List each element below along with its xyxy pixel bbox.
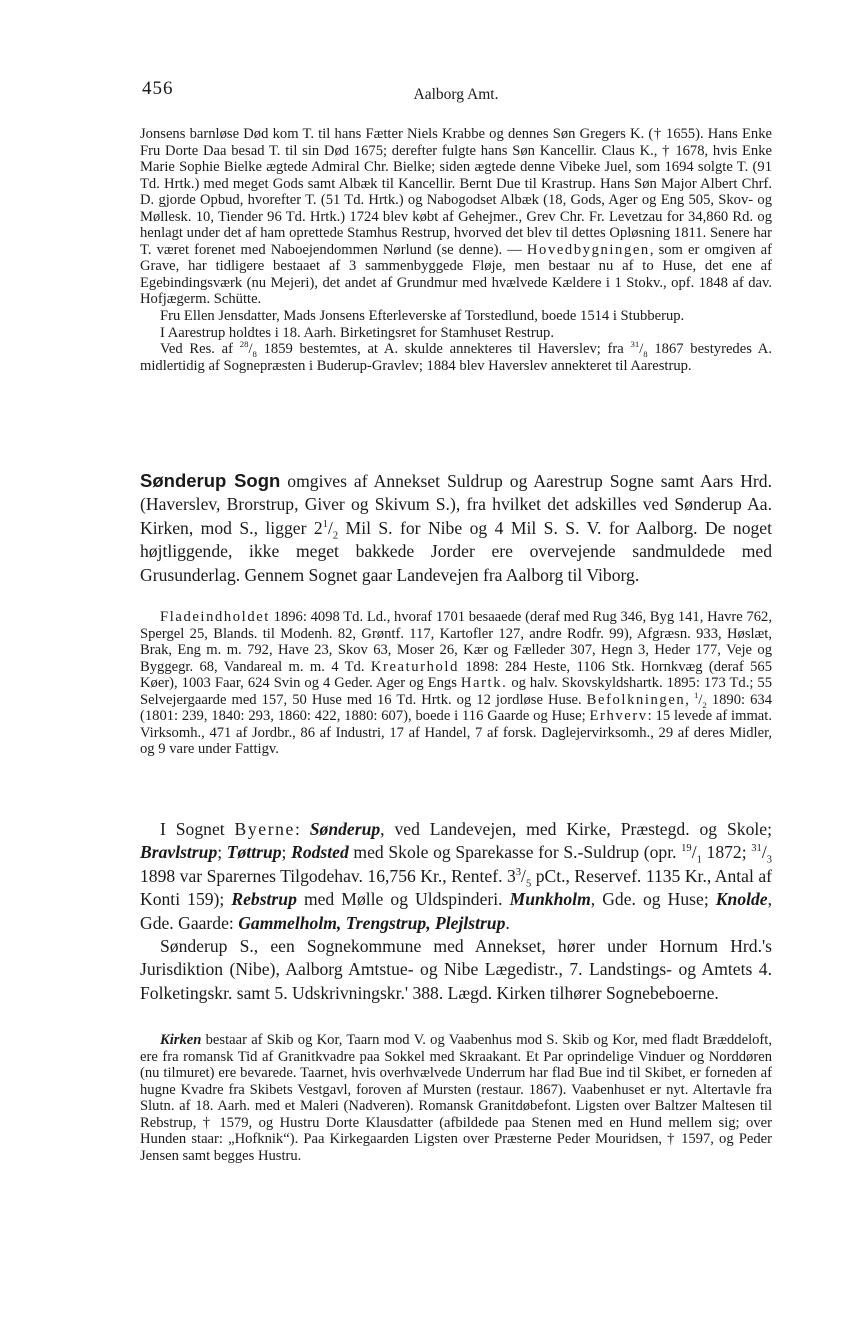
paragraph: I Aarestrup holdtes i 18. Aarh. Birketingsret for Stamhuset Restrup. (160, 324, 554, 341)
aarestrup-section (140, 126, 772, 374)
place-name: Sønderup (309, 819, 381, 839)
paragraph: Fru Ellen Jensdatter, Mads Jonsens Efterleverske af Torstedlund, boede 1514 i Stubberup. (160, 308, 685, 325)
sonderup-intro (140, 469, 772, 587)
paragraph: Sønderup S., een Sognekommune med Annekset, hører under Hornum Hrd.'s Jurisdiktion (Nibe), Aalborg Amtstue- og Nibe Lægedistr., 7. Landstings- og Amtets 4. Folketingskr. samt 5. Udskrivningskr.' 388. Lægd. Kirken tilhører Sognebeboerne. (140, 936, 772, 1003)
page-header (140, 78, 772, 102)
section-title: Sønderup Sogn (140, 470, 281, 491)
place-name: Rebstrup (231, 889, 297, 910)
paragraph: Kirken bestaar af Skib og Kor, Taarn mod V. og Vaabenhus mod S. Skib og Kor, med fladt Bræddeloft, ere fra romansk Tid af Granitkvadre paa Sokkel med Skraakant. Et Par oprindelige Vinduer og Norddøren (nu tilmuret) ere bevarede. Taarnet, hvis overhvælvede Underrum har flad Bue ind til Skibet, er forneden af hugne Kvadre fra Skibets Vestgavl, foroven af Mursten (restaur. 1867). Vaabenhuset er nyt. Altertavle fra Slutn. af 18. Aarh. med et Maleri (Nadveren). Romansk Granitdøbefont. Ligsten over Baltzer Maltesen til Rebstrup, † 1579, og Hustru Dorte Klausdatter (afbildede paa Stenen med en Hund mellem sig; over Hunden staar: „Hofknik“). Paa Kirkegaarden Ligsten over Præsterne Peder Mouridsen, † 1597, og Peder Jensen samt begges Hustru. (140, 1032, 773, 1164)
place-name: Knolde (715, 889, 768, 910)
place-name: Gammelholm, Trengstrup, Plejlstrup (238, 912, 506, 933)
statistics-section (140, 609, 772, 758)
paragraph: Sønderup Sogn omgives af Annekset Suldrup og Aarestrup Sogne samt Aars Hrd. (Haverslev, Brorstrup, Giver og Skivum S.), fra hvilket det adskilles ved Sønderup Aa. Kirken, mod S., ligger $2^1/_2$ Mil S. for Nibe og 4 Mil S. S. V. for Aalborg. De noget højtliggende, ikke meget bakkede Jorder ere overvejende sandmuldede med Grusunderlag. Gennem Sognet gaar Landevejen fra Aalborg til Viborg. (140, 470, 773, 585)
place-name: Munkholm (509, 889, 591, 910)
page-number: 456 (142, 78, 174, 99)
paragraph: Ved Res. af $^{28}/_8$ 1859 bestemtes, at A. skulde annekteres til Haverslev; fra $^{31}/_8$ 1867 bestyredes A. midlertidig af Sognepræsten i Buderup-Gravlev; 1884 blev Haverslev annekteret til Aarestrup. (140, 339, 772, 374)
place-name: Bravlstrup (140, 842, 218, 863)
paragraph: I Sognet Byerne: Sønderup, ved Landevejen, med Kirke, Præstegd. og Skole; Bravlstrup; Tøttrup; Rodsted med Skole og Sparekasse for S.-Suldrup (opr. $^{19}/_1$ 1872; $^{31}/_3$ 1898 var Sparernes Tilgodehav. 16,756 Kr., Rentef. $3^3/_5$ pCt., Reservef. 1135 Kr., Antal af Konti 159); Rebstrup med Mølle og Uldspinderi. Munkholm, Gde. og Huse; Knolde, Gde. Gaarde: Gammelholm, Trengstrup, Plejlstrup. (140, 819, 773, 933)
kirken-label: Kirken (160, 1032, 202, 1048)
place-name: Tøttrup (226, 842, 282, 863)
place-name: Rodsted (291, 842, 349, 863)
paragraph: Fladeindholdet 1896: 4098 Td. Ld., hvoraf 1701 besaaede (deraf med Rug 346, Byg 141, Havre 762, Spergel 25, Blands. til Modenh. 82, Grøntf. 117, Kartofler 127, andre Rodfr. 99), Afgræsn. 933, Høslæt, Brak, Eng m. m. 792, Have 23, Skov 63, Moser 26, Kær og Fælleder 307, Hegn 3, Heder 177, Veje og Byggegr. 68, Vandareal m. m. 4 Td. Kreaturhold 1898: 284 Heste, 1106 Stk. Hornkvæg (deraf 565 Køer), 1003 Faar, 624 Svin og 4 Geder. Ager og Engs Hartk. og halv. Skovskyldshartk. 1895: 173 Td.; 55 Selvejergaarde med 157, 50 Huse med 16 Td. Hrtk. og 12 jordløse Huse. Befolkningen, $^1/_2$ 1890: 634 (1801: 239, 1840: 293, 1860: 422, 1880: 607), boede i 116 Gaarde og Huse; Erhverv: 15 levede af immat. Virksomh., 471 af Jordbr., 86 af Industri, 17 af Handel, 7 af forsk. Daglejervirksomh., 29 af deres Midler, og 9 vare under Fattigv. (140, 609, 772, 758)
paragraph: Jonsens barnløse Død kom T. til hans Fætter Niels Krabbe og dennes Søn Gregers K. († 1655). Hans Enke Fru Dorte Daa besad T. til sin Død 1675; derefter fulgte hans Søn Kancellir. Claus K., † 1678, hvis Enke Marie Sophie Bielke ægtede Admiral Chr. Bielke; siden ægtede denne Vibeke Juel, som 1694 solgte T. (91 Td. Hrtk.) med meget Gods samt Albæk til Kancellir. Bernt Due til Krastrup. Hans Søn Major Albert Chrf. D. gjorde Opbud, hvorefter T. (51 Td. Hrtk.) og Nabogodset Albæk (18, Gods, Ager og Eng 505, Skov- og Møllesk. 10, Tiender 96 Td. Hrtk.) 1724 blev købt af Gehejmer., Grev Chr. Fr. Levetzau for 34,860 Rd. og henlagt under det af ham oprettede Stamhus Restrup, hvorved det blev til dettes Opløsning 1811. Senere har T. været forenet med Naboejendommen Nørlund (se denne). — Hovedbygningen, som er omgiven af Grave, har tidligere bestaaet af 3 sammenbyggede Fløje, men bestaar nu af to Huse, det ene af Egebindingsværk (nu Mejeri), det andet af Grundmur med hvælvede Kældere i 1 Stokv., opf. 1848 af dav. Hofjægerm. Schütte. (140, 126, 772, 308)
byer-section (140, 818, 772, 1005)
running-head: Aalborg Amt. (413, 86, 499, 103)
kirken-section (140, 1032, 772, 1164)
spaced-term: Hovedbygningen (526, 241, 650, 258)
